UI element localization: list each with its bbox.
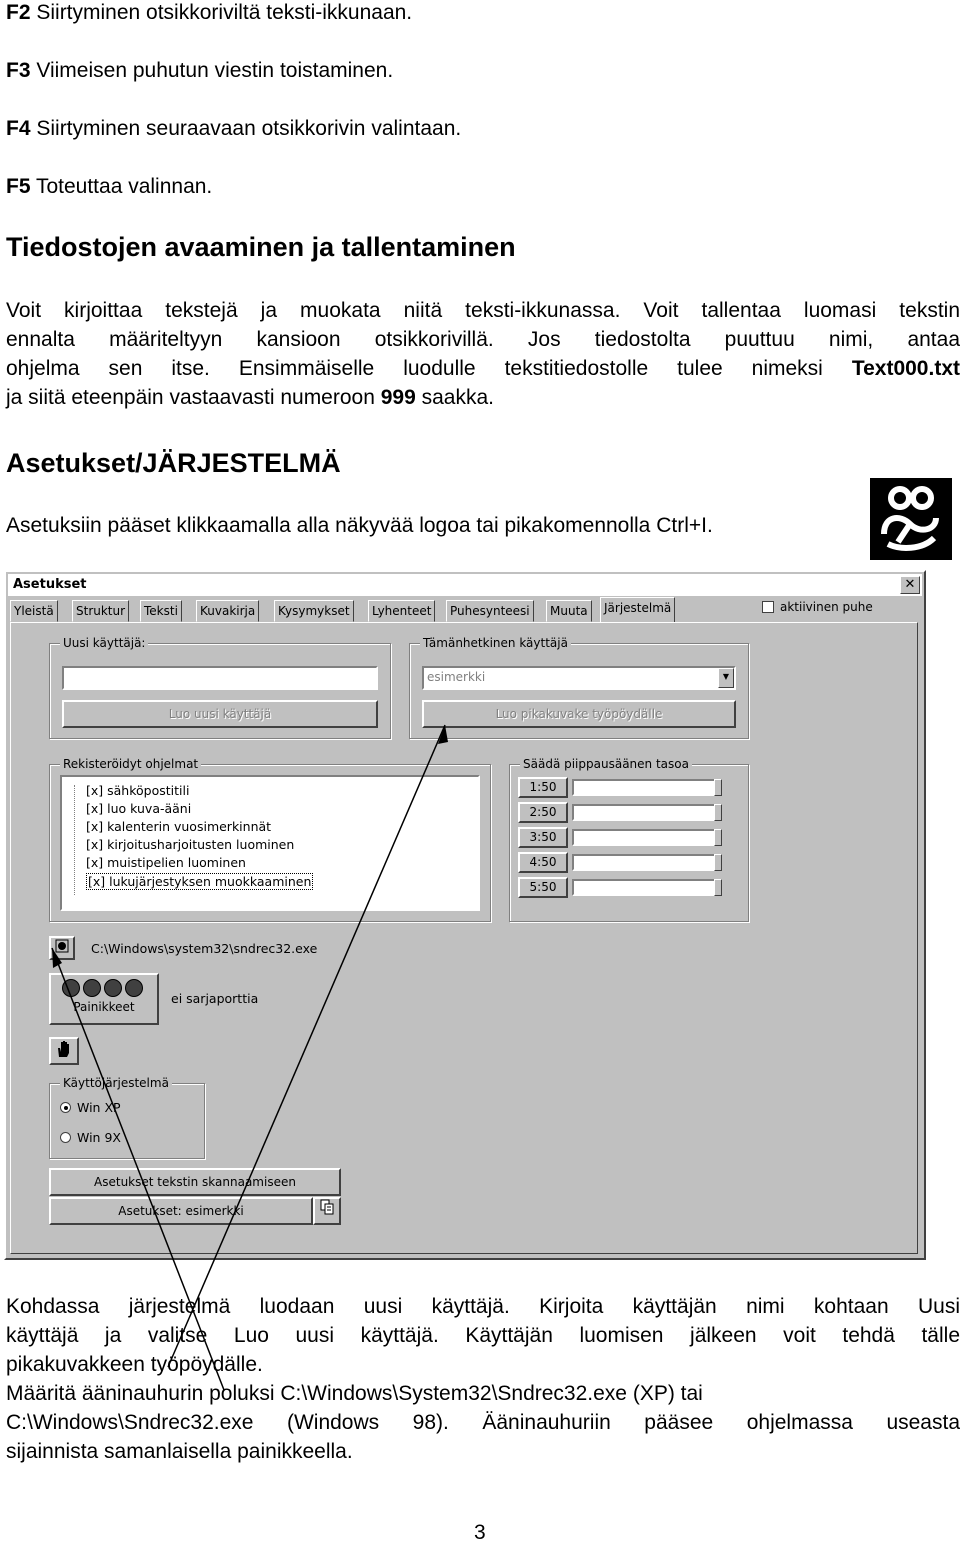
slider-handle[interactable] xyxy=(714,804,722,821)
user-settings-button[interactable]: Asetukset: esimerkki xyxy=(49,1197,313,1225)
circle-icons xyxy=(51,979,157,1000)
chevron-down-icon[interactable]: ▼ xyxy=(718,668,734,688)
tab-puhesynteesi[interactable]: Puhesynteesi xyxy=(446,600,534,622)
settings-dialog xyxy=(4,570,926,1260)
recorder-path: C:\Windows\system32\sndrec32.exe xyxy=(91,941,318,956)
paragraph-line: Voit kirjoittaa tekstejä ja muokata niitä teksti-ikkunassa. Voit tallentaa luomasi tekstin xyxy=(6,299,960,322)
tab-kuvakirja[interactable]: Kuvakirja xyxy=(196,600,259,622)
list-item[interactable]: [x] kirjoitusharjoitusten luominen xyxy=(86,837,295,852)
tab-struktur[interactable]: Struktur xyxy=(72,600,129,622)
circle-icon xyxy=(83,979,101,997)
scan-settings-button[interactable]: Asetukset tekstin skannaamiseen xyxy=(49,1168,341,1196)
fkey-line-f4: F4 Siirtyminen seuraavaan otsikkorivin valintaan. xyxy=(6,117,462,140)
copy-icon xyxy=(319,1199,335,1215)
radio-icon xyxy=(60,1102,71,1113)
level-slider-2[interactable] xyxy=(572,804,722,821)
heading-settings: Asetukset/JÄRJESTELMÄ xyxy=(6,448,341,478)
circle-icon xyxy=(62,979,80,997)
paragraph-line: Kohdassa järjestelmä luodaan uusi käyttäjä. Kirjoita käyttäjän nimi kohtaan Uusi xyxy=(6,1295,960,1318)
circle-icon xyxy=(125,979,143,997)
tree-line xyxy=(74,785,84,895)
new-user-input[interactable] xyxy=(62,666,378,690)
active-speech-checkbox[interactable]: aktiivinen puhe xyxy=(762,600,873,614)
tab-jarjestelma[interactable]: Järjestelmä xyxy=(600,597,675,623)
tab-kysymykset[interactable]: Kysymykset xyxy=(274,600,354,622)
list-item[interactable]: [x] luo kuva-ääni xyxy=(86,801,192,816)
level-slider-4[interactable] xyxy=(572,854,722,871)
paragraph-line: pikakuvakkeen työpöydälle. xyxy=(6,1353,263,1376)
current-user-label: Tämänhetkinen käyttäjä xyxy=(420,636,571,650)
list-item[interactable]: [x] sähköpostitili xyxy=(86,783,190,798)
paragraph-line: Määritä ääninauhurin poluksi C:\Windows\System32\Sndrec32.exe (XP) tai xyxy=(6,1382,703,1405)
dialog-titlebar xyxy=(8,574,922,596)
beep-level-group xyxy=(509,757,749,922)
heading-files: Tiedostojen avaaminen ja tallentaminen xyxy=(6,232,516,262)
tab-muuta[interactable]: Muuta xyxy=(546,600,592,622)
programs-group xyxy=(49,757,491,922)
program-logo[interactable] xyxy=(870,478,952,560)
os-option-xp[interactable]: Win XP xyxy=(60,1100,121,1115)
paragraph-files xyxy=(6,296,960,412)
slider-handle[interactable] xyxy=(714,879,722,896)
os-option-9x[interactable]: Win 9X xyxy=(60,1130,121,1145)
hand-button[interactable] xyxy=(49,1037,79,1065)
paragraph-line: ohjelma sen itse. Ensimmäiselle luodulle tekstitiedostolle tulee nimeksi Text000.txt xyxy=(6,357,960,380)
hand-icon xyxy=(55,1039,73,1059)
programs-label: Rekisteröidyt ohjelmat xyxy=(60,757,201,771)
speed-button-5[interactable]: 5:50 xyxy=(518,877,568,898)
buttons-button[interactable] xyxy=(49,973,159,1025)
level-slider-3[interactable] xyxy=(572,829,722,846)
copy-button[interactable] xyxy=(313,1197,341,1225)
slider-handle[interactable] xyxy=(714,779,722,796)
create-user-button[interactable]: Luo uusi käyttäjä xyxy=(62,700,378,728)
current-user-select[interactable]: esimerkki ▼ xyxy=(422,666,736,690)
logo-icon xyxy=(870,478,952,560)
paragraph-system xyxy=(6,1292,960,1466)
fkey-line-f5: F5 Toteuttaa valinnan. xyxy=(6,175,213,198)
level-slider-5[interactable] xyxy=(572,879,722,896)
dialog-title: Asetukset xyxy=(13,577,87,592)
fkey-line-f2: F2 Siirtyminen otsikkoriviltä teksti-ikkunaan. xyxy=(6,1,413,24)
create-shortcut-button[interactable]: Luo pikakuvake työpöydälle xyxy=(422,700,736,728)
programs-list xyxy=(60,775,480,911)
speed-button-4[interactable]: 4:50 xyxy=(518,852,568,873)
list-item[interactable]: [x] kalenterin vuosimerkinnät xyxy=(86,819,272,834)
paragraph-line: C:\Windows\Sndrec32.exe (Windows 98). Ääninauhuriin pääsee ohjelmassa useasta xyxy=(6,1411,960,1434)
serial-port-status: ei sarjaporttia xyxy=(171,991,259,1006)
speed-button-1[interactable]: 1:50 xyxy=(518,777,568,798)
tab-yleista[interactable]: Yleistä xyxy=(10,600,58,622)
paragraph-line: sijainnista samanlaisella painikkeella. xyxy=(6,1440,353,1463)
current-user-group xyxy=(409,636,749,739)
new-user-label: Uusi käyttäjä: xyxy=(60,636,148,650)
list-item-selected[interactable]: [x] lukujärjestyksen muokkaaminen xyxy=(88,874,312,889)
speed-button-3[interactable]: 3:50 xyxy=(518,827,568,848)
slider-handle[interactable] xyxy=(714,829,722,846)
beep-level-label: Säädä piippausäänen tasoa xyxy=(520,757,692,771)
circle-icon xyxy=(104,979,122,997)
level-slider-1[interactable] xyxy=(572,779,722,796)
tab-teksti[interactable]: Teksti xyxy=(140,600,182,622)
system-panel xyxy=(10,622,918,1254)
slider-handle[interactable] xyxy=(714,854,722,871)
os-group xyxy=(49,1076,205,1159)
radio-icon xyxy=(60,1132,71,1143)
paragraph-line: ja siitä eteenpäin vastaavasti numeroon 999 saakka. xyxy=(6,386,494,409)
close-button[interactable]: ✕ xyxy=(900,576,920,594)
page-number: 3 xyxy=(474,1521,486,1544)
fkey-line-f3: F3 Viimeisen puhutun viestin toistaminen. xyxy=(6,59,394,82)
buttons-label: Painikkeet xyxy=(73,1000,135,1014)
record-icon xyxy=(54,938,70,954)
paragraph-line: ennalta määriteltyyn kansioon otsikkorivillä. Jos tiedostolta puuttuu nimi, antaa xyxy=(6,328,960,351)
recorder-button[interactable] xyxy=(49,936,75,960)
paragraph-line: käyttäjä ja valitse Luo uusi käyttäjä. Käyttäjän luomisen jälkeen voit tehdä tälle xyxy=(6,1324,960,1347)
settings-intro: Asetuksiin pääset klikkaamalla alla näkyvää logoa tai pikakomennolla Ctrl+I. xyxy=(6,514,713,537)
speed-button-2[interactable]: 2:50 xyxy=(518,802,568,823)
tab-lyhenteet[interactable]: Lyhenteet xyxy=(368,600,435,622)
list-item[interactable]: [x] muistipelien luominen xyxy=(86,855,246,870)
os-label: Käyttöjärjestelmä xyxy=(60,1076,172,1090)
new-user-group xyxy=(49,636,391,739)
checkbox-icon xyxy=(762,601,774,613)
